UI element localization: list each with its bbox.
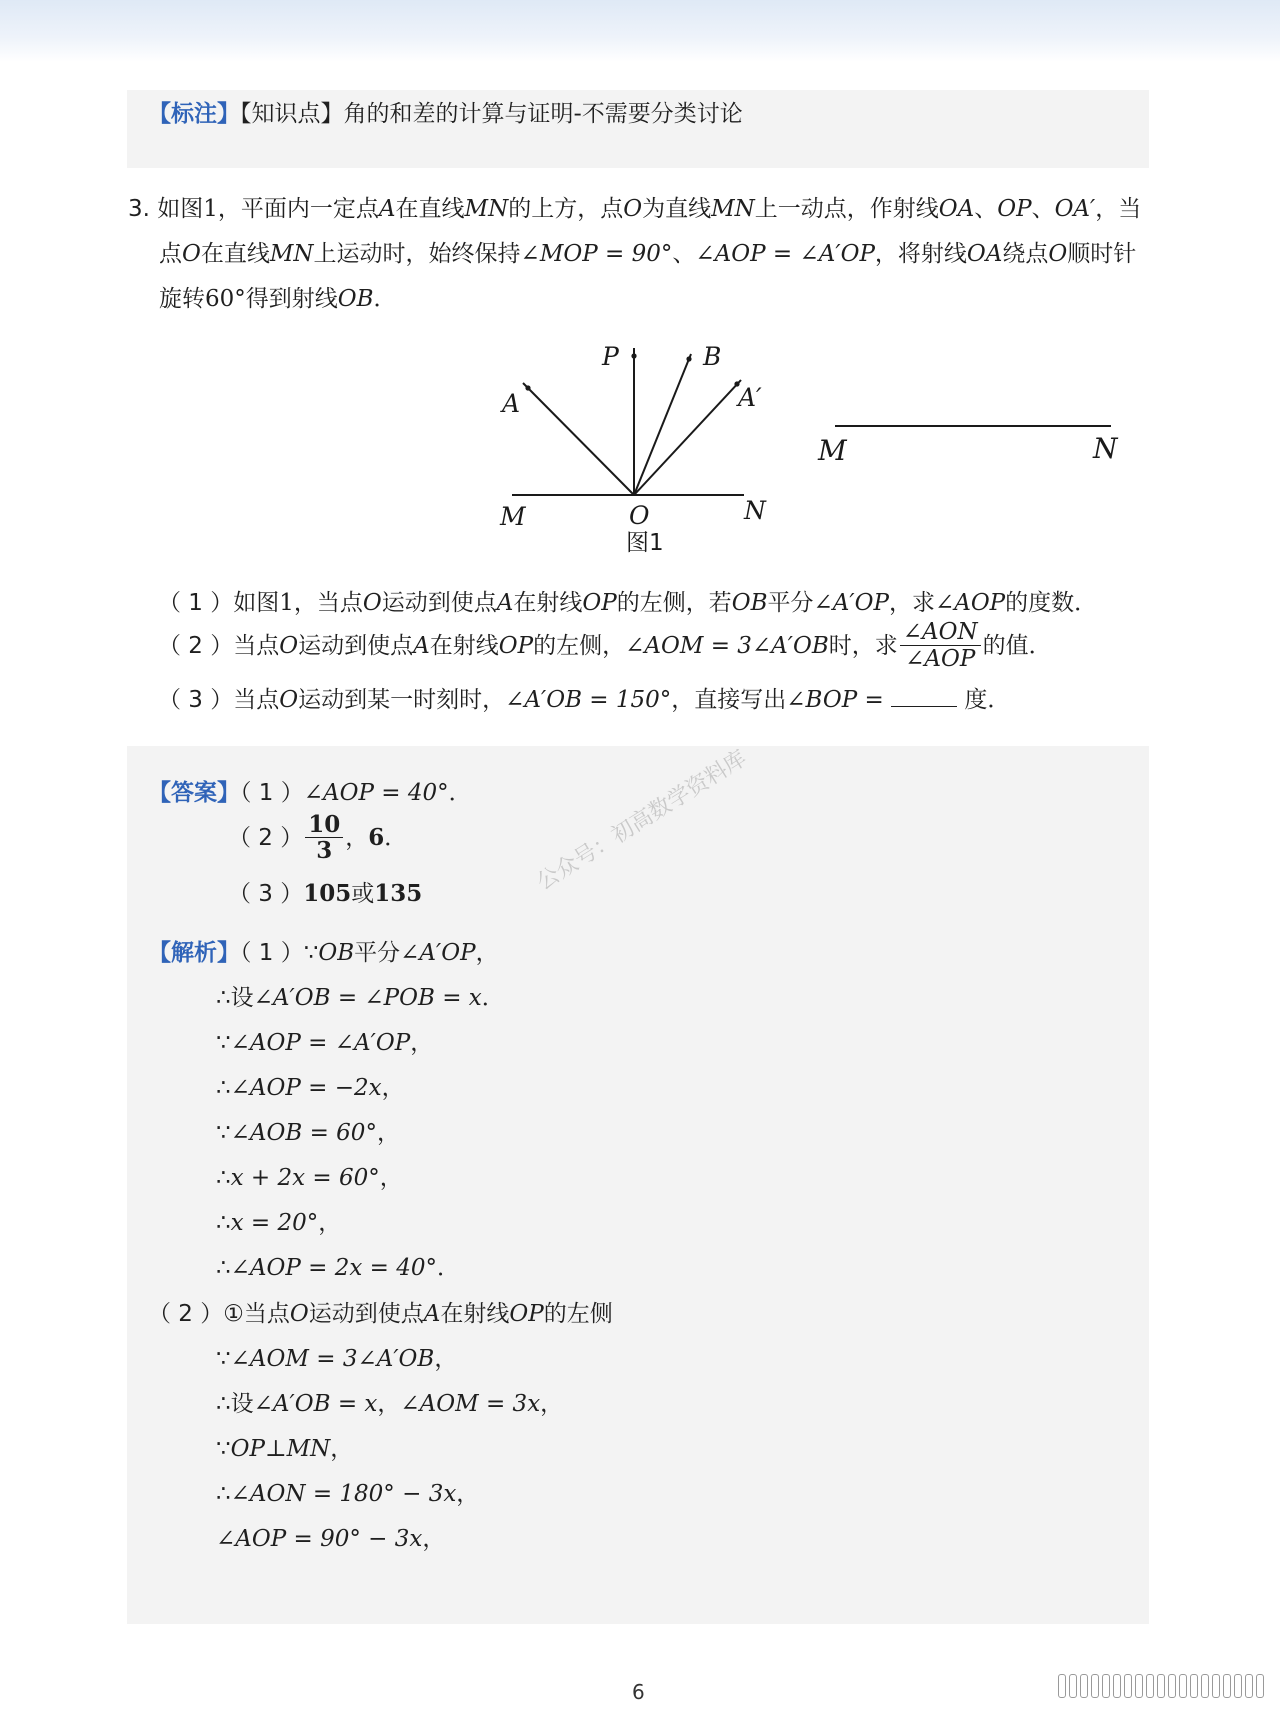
text: 点 (159, 241, 182, 267)
text: ， (330, 1436, 354, 1462)
text: 运动到使点 (308, 1301, 424, 1327)
bar (1102, 1674, 1110, 1698)
text: ， (540, 1391, 564, 1417)
math: ∠AON = 180° − 3x (230, 1481, 457, 1507)
math: O (279, 632, 299, 659)
figure-1 (0, 0, 1280, 560)
text: 在射线 (440, 1301, 510, 1327)
text: 运动到使点 (381, 590, 497, 616)
label-a: A (502, 389, 521, 418)
fraction-denominator: 3 (316, 837, 333, 865)
analysis-step (216, 1436, 353, 1464)
text: 顺时针 (1067, 241, 1137, 267)
bar (1124, 1674, 1132, 1698)
text: ， (434, 1346, 458, 1372)
math: ∠MOP = 90° (520, 241, 673, 267)
text: ， (381, 1075, 405, 1101)
math: O (182, 241, 201, 267)
text: 的上方，点 (508, 196, 624, 222)
text: 如图 (157, 196, 204, 222)
bar (1179, 1674, 1187, 1698)
math: OA (938, 196, 975, 222)
label-n-2: N (1093, 432, 1118, 465)
bar (1256, 1674, 1264, 1698)
math: OP (509, 1301, 544, 1327)
text: （ 1 ）∵ (240, 940, 319, 966)
text: ∴设 (216, 1391, 254, 1417)
point-p (631, 353, 636, 358)
question-1 (158, 590, 1097, 618)
math: A (378, 196, 396, 222)
text: 在直线 (395, 196, 465, 222)
math: OP (997, 196, 1032, 222)
text: ，平面内一定点 (217, 196, 379, 222)
math: ∠AOM = 3x (400, 1391, 541, 1417)
label-m: M (500, 502, 526, 531)
bar (1080, 1674, 1088, 1698)
answer-1 (148, 780, 472, 808)
bar (1113, 1674, 1121, 1698)
analysis-part2-title (148, 1301, 613, 1329)
math: OP (498, 632, 534, 659)
math: 1 (203, 196, 218, 222)
text: ， (379, 1165, 403, 1191)
bar (1223, 1674, 1231, 1698)
text: 或 (351, 881, 375, 907)
text: （ 1 ） (240, 780, 304, 806)
point-b (686, 356, 691, 361)
math: ∠AOM = 3∠A′OB (230, 1346, 435, 1372)
label-b: B (703, 342, 722, 371)
text: ， (475, 940, 499, 966)
text: ∵ (216, 1346, 231, 1372)
fraction-10-3 (305, 812, 343, 865)
math: MN (269, 241, 314, 267)
text: ， (345, 824, 369, 851)
question-3 (158, 687, 1010, 715)
text: （ 2 ）当点 (158, 632, 280, 659)
point-a (525, 385, 530, 390)
text: （ 1 ）如图 (158, 590, 280, 616)
text: 在射线 (513, 590, 583, 616)
analysis-step (216, 1346, 457, 1374)
bar (1168, 1674, 1176, 1698)
bar (1201, 1674, 1209, 1698)
text: ，直接写出 (671, 687, 787, 713)
math: ∠A′OP (813, 590, 889, 616)
text: 、 (1031, 196, 1055, 222)
page-number: 6 (632, 1680, 645, 1704)
text: ，当点 (293, 590, 363, 616)
math: A (423, 1301, 441, 1327)
math: ∠AOP = −2x (230, 1075, 382, 1101)
text: 时，求 (828, 632, 898, 659)
analysis-first (148, 940, 499, 968)
text: ∴ (216, 1165, 231, 1191)
fraction-numerator: ∠AON (900, 620, 981, 646)
label-m-2: M (818, 434, 847, 467)
math: OP (582, 590, 617, 616)
text: ，当 (1095, 196, 1142, 222)
label-a-prime: A′ (738, 383, 762, 412)
bar (1091, 1674, 1099, 1698)
text: 上运动时，始终保持 (313, 241, 521, 267)
figure-caption: 图1 (626, 530, 664, 556)
text: 的左侧 (543, 1301, 613, 1327)
text: ． (437, 1255, 461, 1281)
text: 的左侧，若 (616, 590, 732, 616)
fraction-denominator: ∠AOP (905, 646, 976, 673)
math: ∠AOM = 3∠A′OB (625, 632, 829, 659)
answer-tag: 【答案】 (148, 780, 240, 806)
text: ∵ (216, 1436, 231, 1462)
analysis-step (216, 1120, 400, 1148)
text: （ 3 ） (228, 881, 304, 907)
analysis-step (216, 1165, 403, 1193)
text: ， (410, 1030, 434, 1056)
analysis-step (216, 1075, 405, 1103)
math: A (413, 632, 430, 659)
math: ∠AOP = 40° (303, 780, 449, 806)
math: ∠AOP = 90° − 3x (216, 1526, 423, 1552)
text: ． (448, 780, 472, 806)
bar (1157, 1674, 1165, 1698)
math: ∠AOP = ∠A′OP (230, 1030, 411, 1056)
bar (1190, 1674, 1198, 1698)
problem-number: 3. (128, 196, 150, 222)
text: 旋转 (159, 286, 205, 312)
analysis-step (216, 1391, 563, 1419)
text: ∴ (216, 1210, 231, 1236)
text: ∵ (216, 1030, 231, 1056)
text: 的度数． (1005, 590, 1098, 616)
text: 运动到某一时刻时， (298, 687, 506, 713)
scroll-bars-decoration (1058, 1674, 1267, 1702)
text: ， (318, 1210, 342, 1236)
text: ， (422, 1526, 446, 1552)
answer-blank (891, 688, 957, 707)
text: （ 3 ）当点 (158, 687, 280, 713)
math: OB (731, 590, 768, 616)
answer-2 (228, 812, 407, 865)
analysis-tag: 【解析】 (148, 940, 240, 966)
text: ∴ (216, 1075, 231, 1101)
analysis-step (216, 1030, 433, 1058)
text: （ 2 ）①当点 (148, 1301, 290, 1327)
analysis-step (216, 1210, 341, 1238)
math: 105 (303, 880, 352, 907)
text: 得到射线 (245, 286, 338, 312)
label-n: N (744, 496, 766, 525)
label-p: P (602, 342, 619, 371)
label-o: O (629, 501, 650, 530)
math: ∠A′OP (400, 940, 476, 966)
label-text: 【知识点】角的和差的计算与证明-不需要分类讨论 (240, 101, 743, 127)
label-tag: 【标注】 (148, 101, 240, 127)
analysis-step (216, 1481, 479, 1509)
text: 、 (974, 196, 998, 222)
ray-oa (523, 383, 634, 495)
text: ． (373, 286, 397, 312)
math: ∠AOB = 60° (230, 1120, 377, 1146)
fraction-aon-aop (900, 620, 981, 673)
text: ，求 (888, 590, 935, 616)
bar (1245, 1674, 1253, 1698)
bar (1135, 1674, 1143, 1698)
math: x = 20° (230, 1210, 319, 1236)
math: 6 (368, 823, 385, 851)
text: ，将射线 (874, 241, 967, 267)
math: O (623, 196, 643, 222)
text: ∵ (216, 1120, 231, 1146)
bar (1234, 1674, 1242, 1698)
math: MN (464, 196, 509, 222)
math: ∠AOP (934, 590, 1006, 616)
answer-3 (228, 880, 422, 909)
bar (1212, 1674, 1220, 1698)
text: 绕点 (1002, 241, 1049, 267)
text: （ 2 ） (228, 824, 304, 851)
text: 上一动点，作射线 (754, 196, 939, 222)
math: ∠AOP = 2x = 40° (230, 1255, 438, 1281)
ray-oa-prime (634, 380, 741, 495)
text: 在直线 (200, 241, 270, 267)
text: ∴ (216, 1481, 231, 1507)
text: ， (377, 1391, 401, 1417)
math: 135 (374, 880, 423, 907)
text: ∴ (216, 1255, 231, 1281)
math: O (289, 1301, 309, 1327)
text: 平分 (767, 590, 814, 616)
math: OB (337, 286, 374, 312)
text: 、 (672, 241, 696, 267)
text: ∴设 (216, 985, 254, 1011)
watermark: 公众号：初高数学资料库 (532, 745, 752, 896)
bar (1058, 1674, 1066, 1698)
text: 在射线 (429, 632, 499, 659)
text: 度． (964, 687, 1011, 713)
analysis-step (216, 1255, 460, 1283)
math: O (1048, 241, 1068, 267)
text: 平分 (354, 940, 401, 966)
bar (1069, 1674, 1077, 1698)
math: 60° (205, 286, 246, 312)
question-2 (158, 620, 1052, 673)
text: ， (456, 1481, 480, 1507)
text: 的值． (982, 632, 1052, 659)
math: MN (711, 196, 755, 222)
math: OA (966, 241, 1003, 267)
text: ． (384, 824, 408, 851)
math: A (496, 590, 514, 616)
math: OB (318, 940, 355, 966)
math: O (279, 687, 299, 713)
analysis-step (216, 1526, 445, 1554)
math: OP⊥MN (230, 1436, 331, 1462)
math: 1 (279, 590, 294, 616)
bar (1146, 1674, 1154, 1698)
math: O (362, 590, 382, 616)
fraction-numerator: 10 (305, 812, 343, 838)
math: OA′ (1054, 196, 1096, 222)
text: 的左侧， (533, 632, 626, 659)
math: ∠AOP = ∠A′OP (695, 241, 875, 267)
math: ∠A′OB = x (253, 1391, 378, 1417)
text: ， (376, 1120, 400, 1146)
analysis-step (216, 985, 505, 1013)
text: ． (481, 985, 505, 1011)
math: ∠A′OB = 150° (505, 687, 672, 713)
math: ∠BOP = (786, 687, 884, 713)
math: x + 2x = 60° (230, 1165, 380, 1191)
math: ∠A′OB = ∠POB = x (253, 985, 482, 1011)
ray-ob (634, 354, 691, 495)
text: 运动到使点 (298, 632, 414, 659)
text: 为直线 (642, 196, 712, 222)
